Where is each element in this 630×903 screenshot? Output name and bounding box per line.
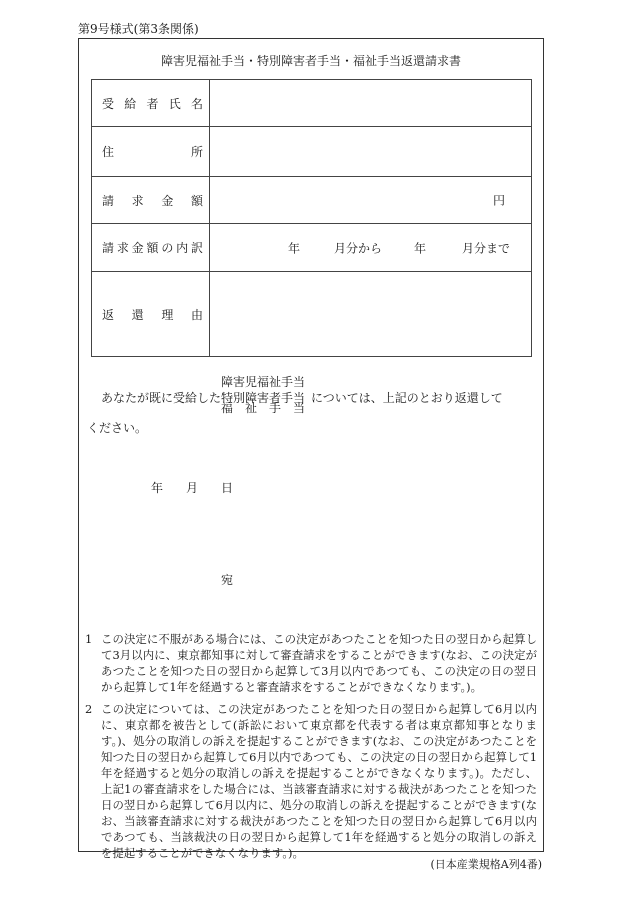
statement-line2: ください。 xyxy=(87,421,148,435)
recipient-name-field[interactable] xyxy=(210,80,532,127)
note-1-text: この決定に不服がある場合には、この決定があつたことを知つた日の翌日から起算して3月以内に、東京都知事に対して審査請求をすることができます(なお、この決定があつたことを知つた日の翌日から起算して3月以内であつても、この決定の日の翌日から起算して1年を経過すると審査請求をすることができなくなります。)。 xyxy=(101,632,537,694)
period-year-from: 年 xyxy=(288,241,301,255)
date-day: 日 xyxy=(221,481,234,495)
address-field[interactable] xyxy=(210,127,532,177)
note-1-number: 1 xyxy=(85,632,93,646)
row-reason xyxy=(92,272,532,357)
form-title: 障害児福祉手当・特別障害者手当・福祉手当返還請求書 xyxy=(160,54,461,68)
row-breakdown xyxy=(92,224,532,272)
period-year-to: 年 xyxy=(414,241,427,255)
addressee-suffix: 宛 xyxy=(221,573,234,587)
recipient-name-label: 受 給 者 氏 名 xyxy=(92,80,210,127)
form-table xyxy=(91,79,532,357)
period-month-to: 月分まで xyxy=(462,241,511,255)
statement-suffix: については、上記のとおり返還して xyxy=(311,391,503,405)
row-recipient-name xyxy=(92,80,532,127)
claim-amount-field[interactable] xyxy=(210,177,532,224)
statement-prefix: あなたが既に受給した xyxy=(101,391,222,405)
row-address xyxy=(92,127,532,177)
form-number: 第9号様式(第3条関係) xyxy=(78,22,199,36)
allowance-stack-3: 福 祉 手 当 xyxy=(221,401,306,415)
period-month-from: 月分から xyxy=(334,241,383,255)
address-label: 住 所 xyxy=(92,127,210,177)
note-2 xyxy=(79,701,545,861)
row-claim-amount xyxy=(92,177,532,224)
breakdown-field[interactable] xyxy=(210,224,532,272)
note-1 xyxy=(79,631,545,695)
note-2-number: 2 xyxy=(85,702,93,716)
statement-allowance-main: 特別障害者手当 xyxy=(221,391,306,405)
yen-unit: 円 xyxy=(492,193,505,208)
notes xyxy=(79,631,545,867)
reason-label: 返 還 理 由 xyxy=(92,272,210,357)
breakdown-label: 請求金額の内訳 xyxy=(92,224,210,272)
date-month: 月 xyxy=(186,481,199,495)
date-year: 年 xyxy=(151,481,164,495)
note-2-text: この決定については、この決定があつたことを知つた日の翌日から起算して6月以内に、東京都を被告として(訴訟において東京都を代表する者は東京都知事となります。)、処分の取消しの訴えを提起することができます(なお、この決定があつたことを知つた日の翌日から起算して6月以内であつても、この決定の日の翌日から起算して1年を経過すると処分の取消しの訴えを提起することができなくなります。)。ただし、上記1の審査請求をした場合には、当該審査請求に対する裁決があつたことを知つた日の翌日から起算して6月以内に、処分の取消しの訴えを提起することができます(なお、当該審査請求に対する裁決があつたことを知つた日の翌日から起算して6月以内であつても、当該裁決の日の翌日から起算して1年を経過すると処分の取消しの訴えを提起することができなくなります。)。 xyxy=(101,702,537,860)
standard-spec: (日本産業規格A列4番) xyxy=(430,858,542,871)
reason-field[interactable] xyxy=(210,272,532,357)
allowance-stack-1: 障害児福祉手当 xyxy=(221,375,306,389)
claim-amount-label: 請 求 金 額 xyxy=(92,177,210,224)
form-frame xyxy=(78,38,544,860)
